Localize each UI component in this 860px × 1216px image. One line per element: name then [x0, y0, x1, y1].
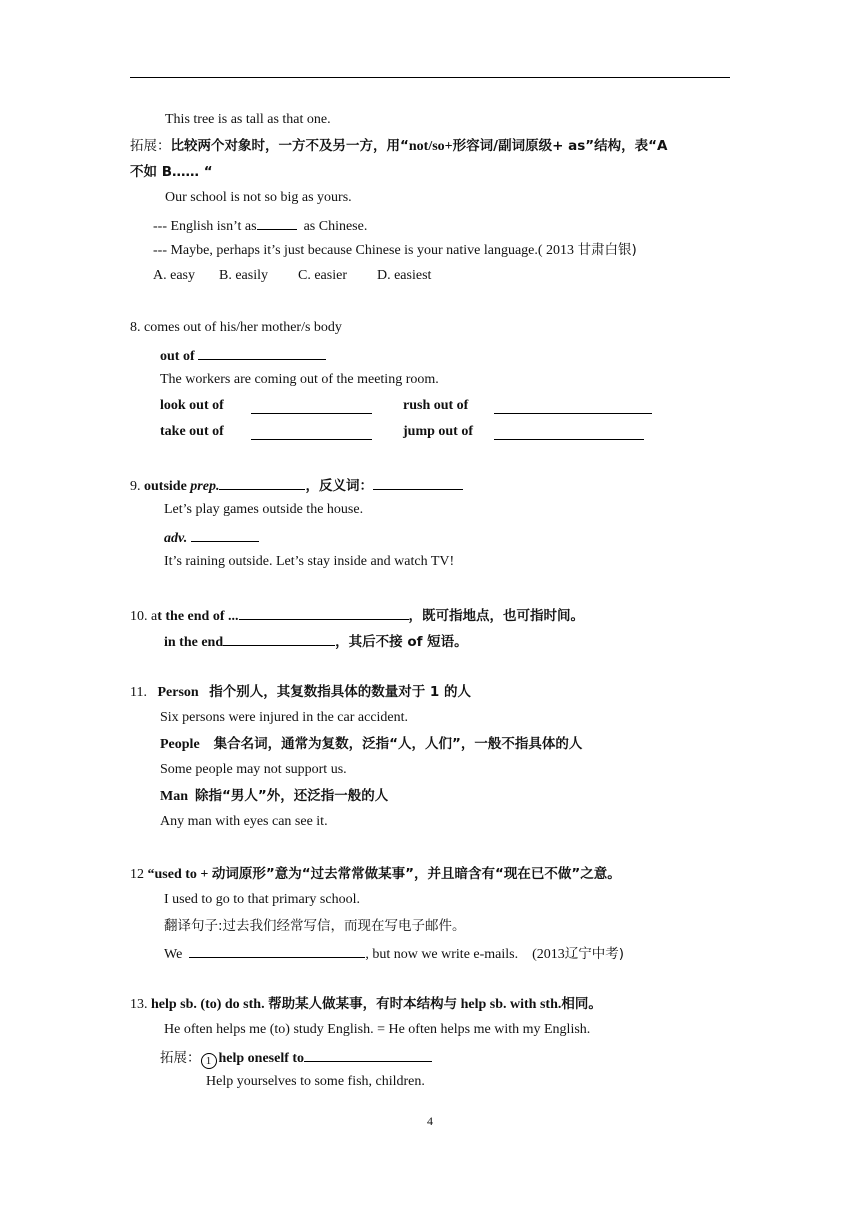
answer-blank[interactable] — [257, 215, 297, 230]
extension-line: 拓展：比较两个对象时，一方不及另一方，用“not/so+形容词/副词原级+ as”结构，表“A — [130, 138, 668, 154]
answer-blank[interactable] — [251, 399, 372, 414]
answer-blank[interactable] — [198, 345, 326, 360]
definition-line: Man 除指“男人”外，还泛指一般的人 — [160, 788, 389, 804]
dialog-line: --- Maybe, perhaps it’s just because Chinese is your native language.( 2013 甘肃白银) — [153, 242, 637, 258]
phrase-line: adv. — [164, 527, 259, 548]
item-10-heading: 10. at the end of ... ，既可指地点，也可指时间。 — [130, 605, 584, 626]
example-sentence: It’s raining outside. Let’s stay inside and watch TV! — [164, 554, 455, 569]
example-sentence: This tree is as tall as that one. — [165, 112, 331, 127]
example-sentence: Let’s play games outside the house. — [164, 502, 364, 517]
answer-blank[interactable] — [373, 475, 463, 490]
answer-blank[interactable] — [223, 631, 335, 646]
phrase-line: take out of jump out of — [160, 423, 224, 441]
translation-prompt: 翻译句子:过去我们经常写信，而现在写电子邮件。 — [164, 918, 466, 934]
example-sentence: Any man with eyes can see it. — [160, 814, 328, 829]
choice-options: A. easy B. easily C. easier D. easiest — [153, 268, 432, 283]
translation-answer-line: We , but now we write e-mails. (2013辽宁中考) — [164, 943, 624, 964]
answer-blank[interactable] — [239, 605, 409, 620]
item-8-heading: 8. comes out of his/her mother/s body — [130, 320, 342, 335]
phrase-line: in the end ，其后不接 of 短语。 — [164, 631, 468, 652]
circled-number: 1 — [201, 1053, 217, 1069]
phrase-line: out of — [160, 345, 326, 366]
example-sentence: The workers are coming out of the meeting room. — [160, 372, 439, 387]
example-sentence: I used to go to that primary school. — [164, 892, 360, 907]
example-sentence: He often helps me (to) study English. = He often helps me with my English. — [164, 1022, 591, 1037]
extension-line-cont: 不如 B…… “ — [130, 164, 213, 180]
header-rule — [130, 77, 730, 78]
item-9-heading: 9. outside prep. ，反义词： — [130, 475, 463, 496]
answer-blank[interactable] — [494, 425, 644, 440]
example-sentence: Some people may not support us. — [160, 762, 347, 777]
example-sentence: Six persons were injured in the car accident. — [160, 710, 409, 725]
answer-blank[interactable] — [189, 943, 365, 958]
answer-blank[interactable] — [251, 425, 372, 440]
definition-line: People 集合名词，通常为复数，泛指“人，人们”，一般不指具体的人 — [160, 736, 583, 752]
extension-line: 拓展： 1 help oneself to — [160, 1047, 432, 1069]
example-sentence: Our school is not so big as yours. — [165, 190, 352, 205]
answer-blank[interactable] — [304, 1047, 432, 1062]
item-12-heading: 12 “used to + 动词原形”意为“过去常常做某事”，并且暗含有“现在已不做”之意。 — [130, 866, 621, 882]
item-11-heading: 11. Person 指个别人，其复数指具体的数量对于 1 的人 — [130, 684, 471, 700]
answer-blank[interactable] — [494, 399, 652, 414]
phrase-line: look out of rush out of — [160, 397, 224, 415]
dialog-line: --- English isn’t as as Chinese. — [153, 215, 367, 236]
example-sentence: Help yourselves to some fish, children. — [206, 1074, 425, 1089]
answer-blank[interactable] — [219, 475, 305, 490]
answer-blank[interactable] — [191, 527, 259, 542]
item-13-heading: 13. help sb. (to) do sth. 帮助某人做某事，有时本结构与 help sb. with sth.相同。 — [130, 996, 602, 1012]
page-number: 4 — [427, 1114, 433, 1128]
